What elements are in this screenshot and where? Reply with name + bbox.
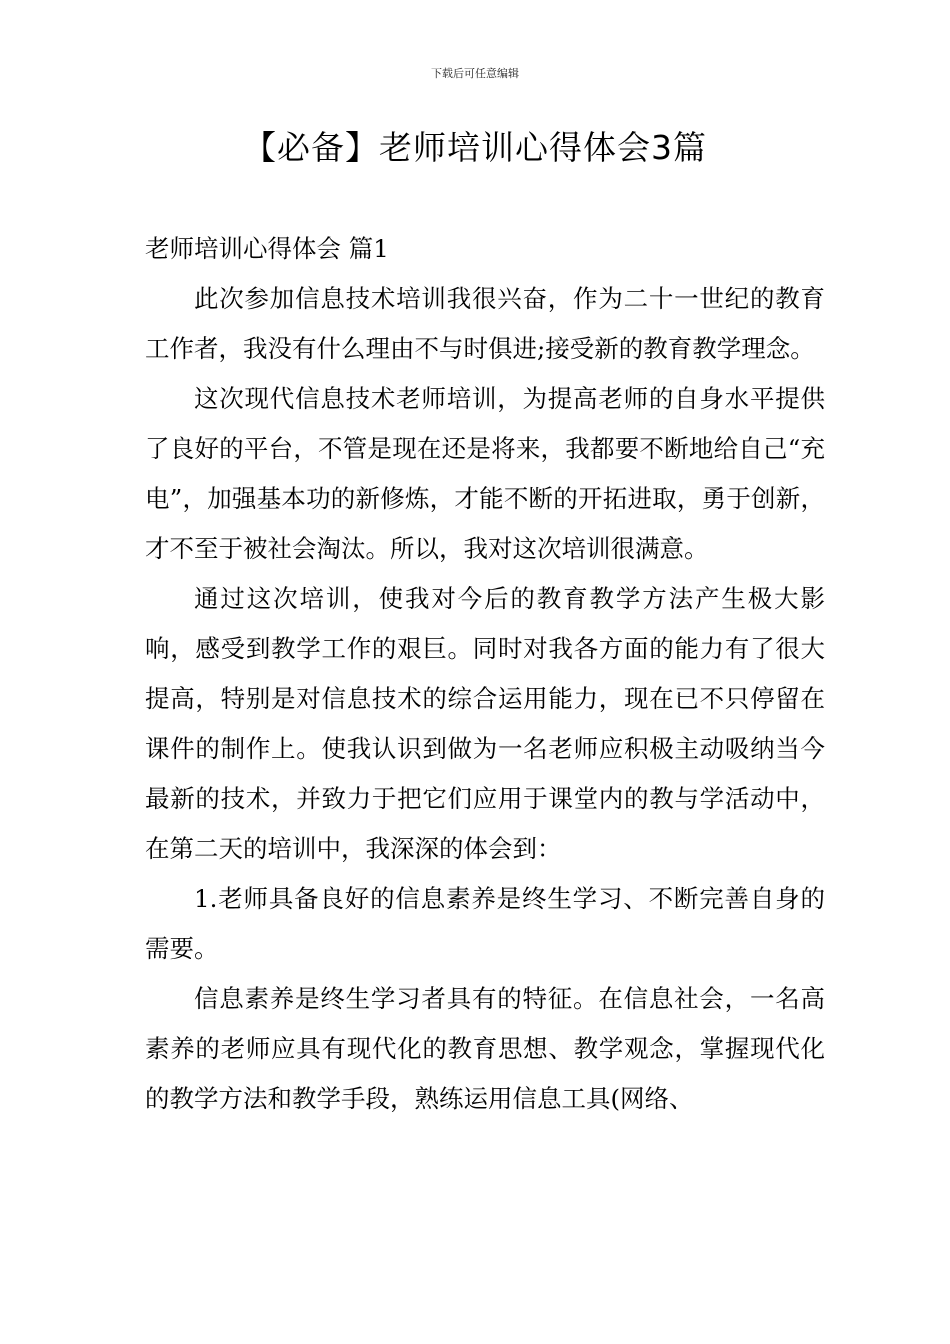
- paragraph-3: 通过这次培训，使我对今后的教育教学方法产生极大影响，感受到教学工作的艰巨。同时对我各方面的能力有了很大提高，特别是对信息技术的综合运用能力，现在已不只停留在课件的制作上。使我认识到做为一名老师应积极主动吸纳当今最新的技术，并致力于把它们应用于课堂内的教与学活动中，在第二天的培训中，我深深的体会到：: [145, 584, 825, 863]
- paragraph-1: 此次参加信息技术培训我很兴奋，作为二十一世纪的教育工作者，我没有什么理由不与时俱进;接受新的教育教学理念。: [145, 284, 825, 363]
- paragraph-2: 这次现代信息技术老师培训，为提高老师的自身水平提供了良好的平台，不管是现在还是将来，我都要不断地给自己“充电”，加强基本功的新修炼，才能不断的开拓进取，勇于创新，才不至于被社会淘汰。所以，我对这次培训很满意。: [145, 384, 825, 563]
- section-heading: 老师培训心得体会 篇1: [145, 234, 389, 263]
- paragraph-4: 1.老师具备良好的信息素养是终生学习、不断完善自身的需要。: [145, 884, 825, 963]
- document-title: 【必备】老师培训心得体会3篇: [243, 128, 707, 167]
- document-body: [145, 224, 825, 1124]
- header-note: 下载后可任意编辑: [431, 67, 519, 80]
- paragraph-5: 信息素养是终生学习者具有的特征。在信息社会，一名高素养的老师应具有现代化的教育思想、教学观念，掌握现代化的教学方法和教学手段，熟练运用信息工具(网络、: [145, 984, 825, 1113]
